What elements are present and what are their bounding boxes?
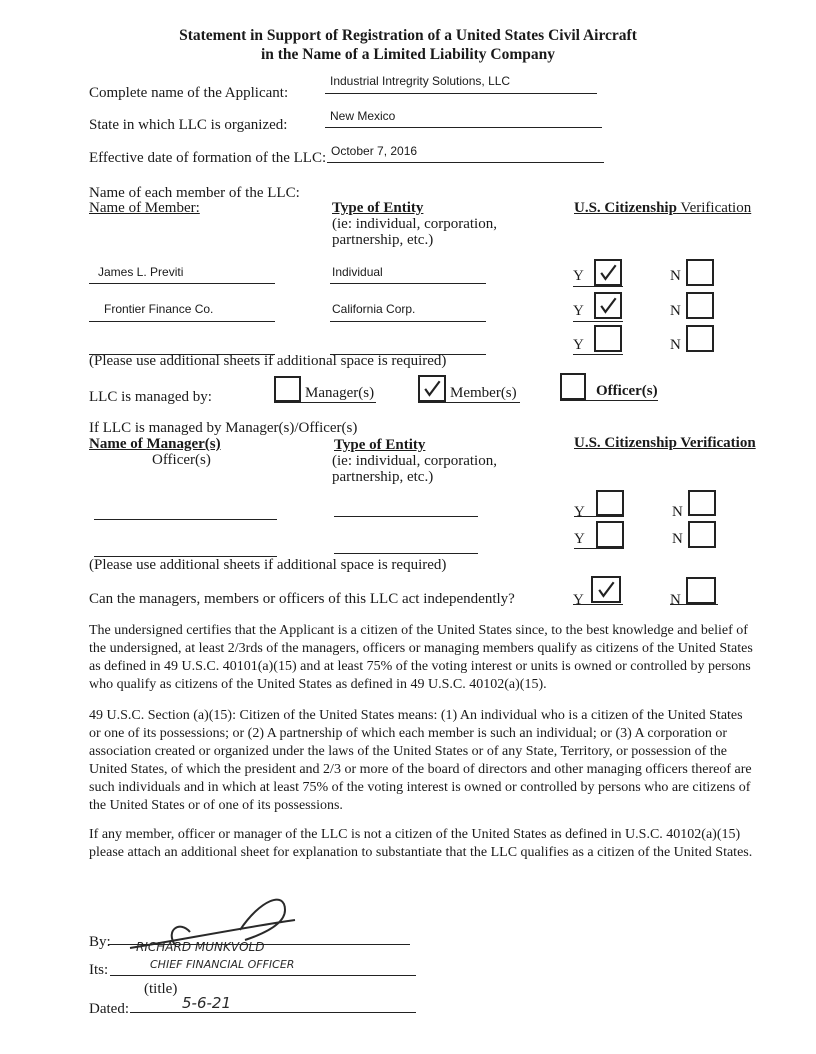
manager-1-type-line (334, 516, 478, 517)
manager-2-n-checkbox[interactable] (688, 521, 716, 548)
state-value[interactable]: New Mexico (330, 109, 396, 123)
officer-label: Officer(s) (596, 383, 658, 399)
member-3-y-label: Y (573, 337, 584, 353)
members-intro: Name of each member of the LLC: (89, 185, 300, 201)
applicant-value[interactable]: Industrial Intregrity Solutions, LLC (330, 74, 511, 88)
member-2-type[interactable]: California Corp. (332, 302, 416, 316)
member-2-y-line (573, 321, 623, 322)
officer-line (560, 400, 658, 401)
manager-2-n-label: N (672, 531, 683, 547)
non-citizen-paragraph: If any member, officer or manager of the LLC is not a citizen of the United States as defined in U.S.C. 40102(a)(15) please attach an additional sheet for explanation to substantiate that the LLC qualifies as a citizen of the United States. (89, 827, 753, 860)
by-label: By: (89, 934, 111, 950)
title-note: (title) (144, 981, 178, 997)
dated-value[interactable]: 5-6-21 (182, 994, 231, 1012)
state-underline (325, 127, 602, 128)
manager-1-y-checkbox[interactable] (596, 490, 624, 516)
independent-y-checkbox[interactable] (591, 576, 621, 603)
member-managed-line (418, 402, 520, 403)
member-2-name-line (89, 321, 275, 322)
manager-entity-type-header: Type of Entity (334, 437, 426, 453)
entity-type-sub1: (ie: individual, corporation, (332, 216, 497, 232)
managed-by-label: LLC is managed by: (89, 389, 212, 405)
entity-type-sub2: partnership, etc.) (332, 232, 434, 248)
member-managed-label: Member(s) (450, 385, 517, 401)
manager-2-y-line (574, 548, 624, 549)
member-3-y-checkbox[interactable] (594, 325, 622, 352)
managers-intro: If LLC is managed by Manager(s)/Officer(s) (89, 420, 358, 436)
form-title-line1: Statement in Support of Registration of a United States Civil Aircraft (179, 27, 637, 44)
member-1-n-label: N (670, 268, 681, 284)
manager-1-name-line (94, 519, 277, 520)
manager-name-sub: Officer(s) (152, 452, 211, 468)
member-2-y-label: Y (573, 303, 584, 319)
applicant-label: Complete name of the Applicant: (89, 85, 289, 101)
member-managed-checkbox[interactable] (418, 375, 446, 402)
member-1-type[interactable]: Individual (332, 265, 383, 279)
checkmark-icon (596, 261, 620, 284)
citizenship-header (574, 200, 751, 217)
manager-2-type-line (334, 553, 478, 554)
checkmark-icon (593, 578, 619, 601)
dated-label: Dated: (89, 1001, 129, 1017)
formation-date-label: Effective date of formation of the LLC: (89, 150, 327, 166)
its-value[interactable]: CHIEF FINANCIAL OFFICER (150, 958, 295, 971)
manager-line (274, 402, 376, 403)
form-title-line2: in the Name of a Limited Liability Company (260, 46, 556, 63)
manager-entity-type-sub1: (ie: individual, corporation, (332, 453, 497, 469)
manager-1-y-label: Y (574, 504, 585, 520)
independent-n-line (670, 604, 718, 605)
dated-line (130, 1012, 416, 1013)
member-1-y-label: Y (573, 268, 584, 284)
manager-citizenship-header: U.S. Citizenship Verification (574, 435, 756, 451)
manager-label: Manager(s) (305, 385, 375, 401)
checkmark-icon (596, 294, 620, 317)
entity-type-header: Type of Entity (332, 200, 424, 216)
manager-entity-type-sub2: partnership, etc.) (332, 469, 434, 485)
certification-paragraph: The undersigned certifies that the Applicant is a citizen of the United States since, to the best knowledge and belief of the undersigned, at least 2/3rds of the managers, officers or managing members qualify as citizens of the United States as defined in 49 U.S.C. 40101(a)(15) and at least 75% of the voting interest or units is owned or controlled by persons who qualify as citizens of the United States as defined in 49 U.S.C. 40102(a)(15). (89, 623, 753, 692)
member-3-n-checkbox[interactable] (686, 325, 714, 352)
managers-additional-note: (Please use additional sheets if additional space is required) (89, 557, 447, 573)
member-1-name[interactable]: James L. Previti (98, 265, 184, 279)
independent-y-label: Y (573, 592, 584, 608)
by-value[interactable]: RICHARD MUNKVOLD (136, 940, 265, 954)
checkmark-icon (420, 377, 444, 400)
manager-2-y-label: Y (574, 531, 585, 547)
member-2-name[interactable]: Frontier Finance Co. (104, 302, 214, 316)
member-1-y-checkbox[interactable] (594, 259, 622, 286)
manager-2-y-checkbox[interactable] (596, 521, 624, 548)
formation-date-value[interactable]: October 7, 2016 (331, 144, 418, 158)
member-1-name-line (89, 283, 275, 284)
members-additional-note: (Please use additional sheets if additional space is required) (89, 353, 447, 369)
member-1-y-line (573, 286, 623, 287)
independent-n-label: N (670, 592, 681, 608)
its-label: Its: (89, 962, 109, 978)
manager-1-n-label: N (672, 504, 683, 520)
state-label: State in which LLC is organized: (89, 117, 288, 133)
member-2-n-label: N (670, 303, 681, 319)
member-name-header: Name of Member: (89, 200, 200, 216)
member-2-n-checkbox[interactable] (686, 292, 714, 319)
independent-y-line (573, 604, 623, 605)
member-1-type-line (330, 283, 486, 284)
independent-n-checkbox[interactable] (686, 577, 716, 604)
member-2-y-checkbox[interactable] (594, 292, 622, 319)
manager-1-n-checkbox[interactable] (688, 490, 716, 516)
independent-question: Can the managers, members or officers of this LLC act independently? (89, 591, 515, 607)
manager-1-y-line (574, 516, 624, 517)
citizenship-header-b: Verification (676, 200, 752, 216)
applicant-underline (325, 93, 597, 94)
member-3-n-label: N (670, 337, 681, 353)
citizenship-header-a: U.S. Citizenship (574, 200, 677, 216)
member-2-type-line (330, 321, 486, 322)
manager-checkbox[interactable] (274, 376, 301, 402)
manager-name-header: Name of Manager(s) (89, 436, 221, 452)
formation-date-underline (327, 162, 604, 163)
member-3-y-line (573, 354, 623, 355)
officer-checkbox[interactable] (560, 373, 586, 400)
citizen-definition-paragraph: 49 U.S.C. Section (a)(15): Citizen of the United States means: (1) An individual who is a citizen of the United States or one of its possessions; or (2) A partnership of which each member is such an individual; or (3) A corporation or association created or organized under the laws of the United States or of any State, Territory, or possession of the United States, of which the president and 2/3 or more of the board of directors and other managing officers thereof are such individuals and in which at least 75% of the voting interest is owned or controlled by persons who are citizens of the United States or of one of its possessions. (89, 708, 752, 813)
its-line (110, 975, 416, 976)
by-line (108, 944, 410, 945)
member-1-n-checkbox[interactable] (686, 259, 714, 286)
